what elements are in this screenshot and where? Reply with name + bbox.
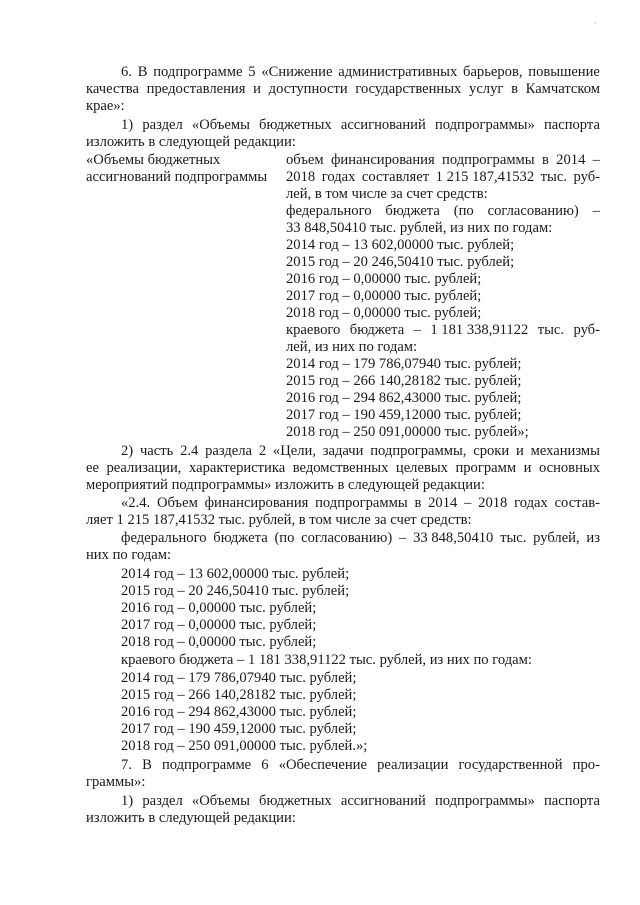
table-row-3: лей, в том числе за счет средств:: [286, 186, 488, 202]
word: программ: [455, 460, 517, 476]
word: 2.4: [180, 443, 199, 459]
word: годах: [321, 169, 356, 185]
table-reg-year-2017: 2017 год – 190 459,12000 тыс. рублей;: [286, 407, 522, 423]
word: 6.: [121, 64, 132, 80]
word: финансирования: [330, 152, 435, 168]
word: руб-: [573, 169, 600, 185]
word: «Объемы: [191, 117, 250, 133]
word: рублей,: [533, 530, 580, 546]
sec6-heading-line-3: крае»:: [86, 98, 125, 114]
word: качества: [86, 81, 139, 97]
sec6-item1-line-1: [121, 117, 600, 134]
word: объем: [286, 152, 324, 168]
word: характеристика: [188, 460, 286, 476]
table-reg-year-2014: 2014 год – 179 786,07940 тыс. рублей;: [286, 356, 522, 372]
table-row-1: [286, 152, 600, 169]
word: в: [511, 81, 518, 97]
item2-fed-year-2016: 2016 год – 0,00000 тыс. рублей;: [121, 600, 317, 616]
word: годах: [514, 495, 548, 511]
word: и: [516, 443, 524, 459]
word: подпрограммы: [315, 495, 408, 511]
word: подпрограммы,: [370, 443, 467, 459]
sec6-item2-line-2: [86, 460, 600, 477]
sec6-heading-line-1: [121, 64, 600, 81]
word: бюджетных: [259, 117, 332, 133]
word: бюджета: [213, 530, 268, 546]
item2-fed-year-2018: 2018 год – 0,00000 тыс. рублей;: [121, 634, 317, 650]
word: (по: [274, 530, 295, 546]
word: 1): [121, 793, 134, 809]
word: 33 848,50410: [413, 530, 494, 546]
sec6-item1-line-2: изложить в следующей редакции:: [86, 134, 296, 150]
word: 2018: [286, 169, 316, 185]
word: финансирования: [204, 495, 309, 511]
sec6-item2-para-1: [121, 495, 600, 512]
word: 1 215 187,41532: [435, 169, 535, 185]
word: подпрограммы: [442, 152, 535, 168]
word: 6: [261, 757, 269, 773]
item2-reg-year-2017: 2017 год – 190 459,12000 тыс. рублей;: [121, 721, 357, 737]
word: –: [592, 152, 600, 168]
word: подпрограмме: [153, 64, 243, 80]
word: раздела: [205, 443, 253, 459]
sec6-heading-line-2: [86, 81, 600, 98]
word: тыс.: [500, 530, 527, 546]
word: подпрограммы»: [434, 117, 535, 133]
word: услуг: [469, 81, 504, 97]
word: доступности: [268, 81, 348, 97]
item2-reg-year-2016: 2016 год – 294 862,43000 тыс. рублей;: [121, 704, 357, 720]
table-fed-year-2016: 2016 год – 0,00000 тыс. рублей;: [286, 271, 482, 287]
table-fed-year-2018: 2018 год – 0,00000 тыс. рублей;: [286, 305, 482, 321]
word: 1): [121, 117, 134, 133]
word: «Цели,: [272, 443, 316, 459]
word: реализации: [377, 757, 449, 773]
word: бюджета: [385, 203, 440, 219]
word: ассигнований: [340, 117, 426, 133]
word: предоставления: [146, 81, 246, 97]
corner-mark: ·: [594, 18, 597, 28]
word: В: [137, 64, 148, 80]
table-fed-year-2017: 2017 год – 0,00000 тыс. рублей;: [286, 288, 482, 304]
word: Камчатском: [525, 81, 600, 97]
item2-reg-year-2018: 2018 год – 250 091,00000 тыс. рублей.»;: [121, 738, 368, 754]
table-row-12: лей, из них по годам:: [286, 339, 418, 355]
sec6-item2-line-1: [121, 443, 600, 460]
sec6-item2-para-3: [121, 530, 600, 547]
word: раздел: [142, 793, 183, 809]
word: раздел: [142, 117, 183, 133]
sec6-item2-para-4: них по годам:: [86, 547, 172, 563]
word: (по: [453, 203, 474, 219]
word: административных: [338, 64, 458, 80]
word: часть: [139, 443, 174, 459]
word: повышение: [528, 64, 600, 80]
word: ее: [86, 460, 99, 476]
word: «Объемы: [191, 793, 250, 809]
word: из: [586, 530, 600, 546]
word: основных: [538, 460, 600, 476]
word: 2): [121, 443, 134, 459]
word: барьеров,: [463, 64, 523, 80]
word: государственных: [355, 81, 462, 97]
item2-fed-year-2015: 2015 год – 20 246,50410 тыс. рублей;: [121, 583, 350, 599]
table-label-line-1: «Объемы бюджетных: [86, 152, 221, 168]
word: В: [142, 757, 152, 773]
table-reg-year-2016: 2016 год – 294 862,43000 тыс. рублей;: [286, 390, 522, 406]
table-reg-year-2015: 2015 год – 266 140,28182 тыс. рублей;: [286, 373, 522, 389]
word: государственной: [458, 757, 563, 773]
table-label-line-2: ассигнований подпрограммы: [86, 169, 268, 185]
word: «Обеспечение: [278, 757, 367, 773]
word: тыс.: [537, 322, 565, 338]
sec6-item2-line-3: мероприятий подпрограммы» изложить в следующей редакции:: [86, 477, 485, 493]
word: 7.: [121, 757, 132, 773]
sec7-item1-line-1: [121, 793, 600, 810]
item2-regional-line: краевого бюджета – 1 181 338,91122 тыс. рублей, из них по годам:: [121, 652, 532, 668]
word: 1 181 338,91122: [430, 322, 529, 338]
table-row-11: [286, 322, 600, 339]
word: реализации,: [106, 460, 182, 476]
word: согласованию): [301, 530, 393, 546]
word: подпрограмме: [161, 757, 252, 773]
item2-reg-year-2014: 2014 год – 179 786,07940 тыс. рублей;: [121, 670, 357, 686]
word: ведомственных: [292, 460, 389, 476]
word: 2: [258, 443, 267, 459]
word: подпрограммы»: [434, 793, 535, 809]
word: 2014: [556, 152, 586, 168]
word: «Снижение: [261, 64, 333, 80]
sec7-item1-line-2: изложить в следующей редакции:: [86, 810, 296, 826]
table-reg-year-2018: 2018 год – 250 091,00000 тыс. рублей»;: [286, 424, 529, 440]
table-fed-year-2015: 2015 год – 20 246,50410 тыс. рублей;: [286, 254, 515, 270]
table-row-5: 33 848,50410 тыс. рублей, из них по годам:: [286, 220, 553, 236]
word: согласованию): [487, 203, 579, 219]
word: составляет: [361, 169, 430, 185]
sec6-item2-para-2: ляет 1 215 187,41532 тыс. рублей, в том числе за счет средств:: [86, 512, 472, 528]
item2-fed-year-2014: 2014 год – 13 602,00000 тыс. рублей;: [121, 566, 350, 582]
word: Объем: [156, 495, 198, 511]
word: в: [541, 152, 549, 168]
item2-reg-year-2015: 2015 год – 266 140,28182 тыс. рублей;: [121, 687, 357, 703]
item2-fed-year-2017: 2017 год – 0,00000 тыс. рублей;: [121, 617, 317, 633]
word: бюджета: [349, 322, 405, 338]
word: паспорта: [543, 117, 600, 133]
word: сроки: [473, 443, 510, 459]
table-fed-year-2014: 2014 год – 13 602,00000 тыс. рублей;: [286, 237, 515, 253]
word: –: [592, 203, 600, 219]
word: краевого: [286, 322, 341, 338]
word: ассигнований: [340, 793, 426, 809]
word: федерального: [286, 203, 372, 219]
word: состав-: [554, 495, 600, 511]
word: –: [413, 322, 421, 338]
word: про-: [572, 757, 600, 773]
word: бюджетных: [259, 793, 332, 809]
word: 2014: [428, 495, 458, 511]
word: руб-: [573, 322, 600, 338]
word: федерального: [121, 530, 207, 546]
word: целевых: [395, 460, 448, 476]
word: задачи: [322, 443, 364, 459]
word: «2.4.: [121, 495, 151, 511]
sec7-heading-line-1: [121, 757, 600, 774]
word: в: [414, 495, 422, 511]
word: –: [464, 495, 472, 511]
word: и: [523, 460, 532, 476]
word: тыс.: [540, 169, 567, 185]
word: 2018: [478, 495, 508, 511]
word: –: [399, 530, 407, 546]
table-row-2: [286, 169, 600, 186]
sec7-heading-line-2: граммы»:: [86, 774, 146, 790]
table-row-4: [286, 203, 600, 220]
word: и: [253, 81, 261, 97]
word: 5: [248, 64, 256, 80]
word: механизмы: [530, 443, 600, 459]
word: паспорта: [543, 793, 600, 809]
